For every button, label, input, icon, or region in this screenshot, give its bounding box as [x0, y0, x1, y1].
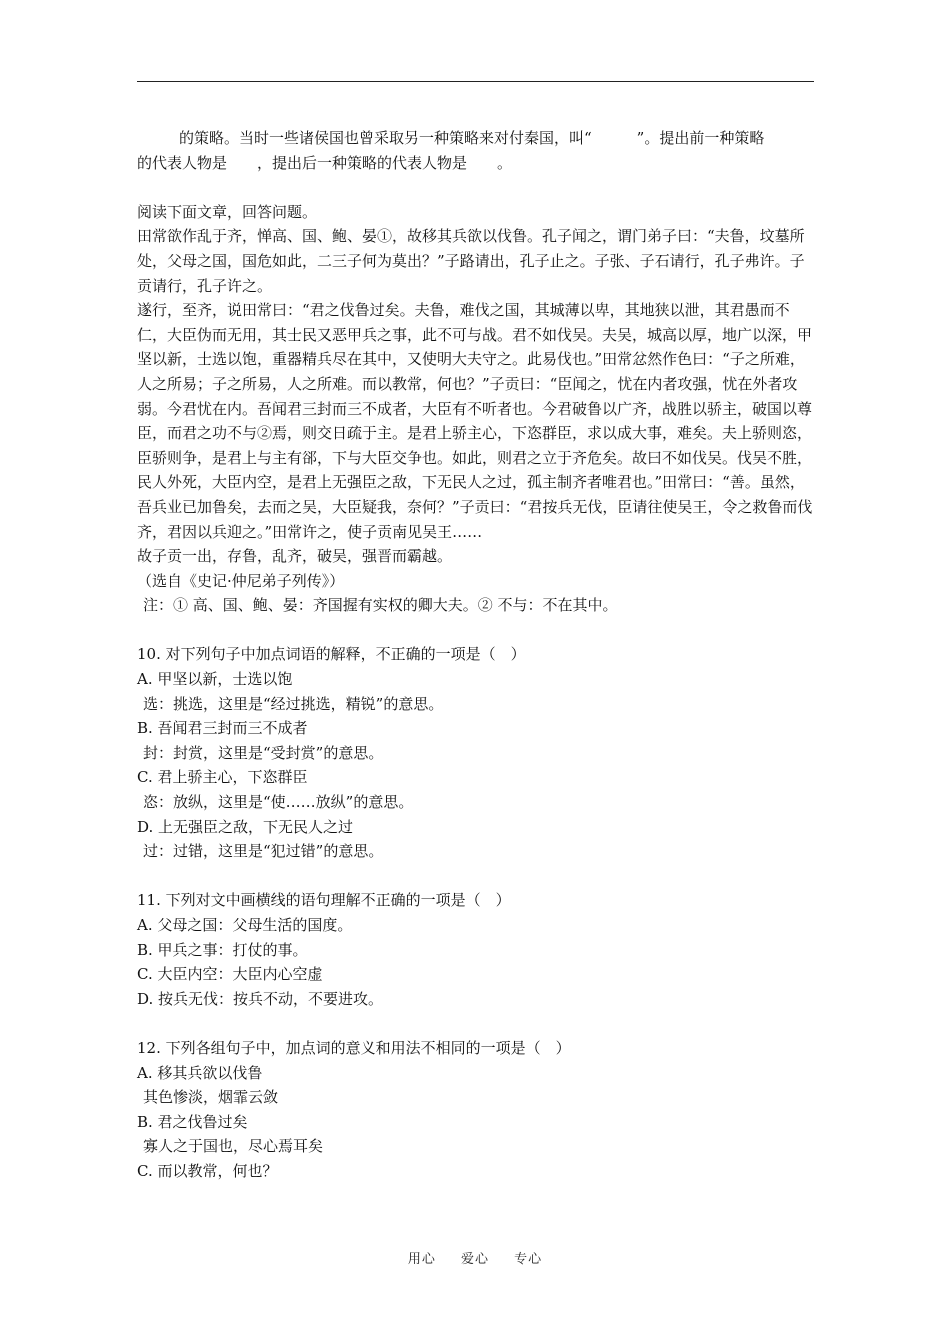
passage-instruction: 阅读下面文章，回答问题。: [137, 202, 318, 221]
q10-option-a: A. 甲坚以新，士选以饱: [137, 670, 293, 689]
q12-stem: 12. 下列各组句子中，加点词的意义和用法不相同的一项是（ ）: [137, 1038, 571, 1057]
q11-stem: 11. 下列对文中画横线的语句理解不正确的一项是（ ）: [137, 891, 511, 910]
header-rule: [137, 81, 814, 82]
q10-option-c: C. 君上骄主心，下恣群臣: [137, 768, 308, 787]
intro-line-2: 的代表人物是 ，提出后一种策略的代表人物是 。: [137, 153, 513, 172]
page-footer: [0, 1248, 950, 1267]
passage-paragraph-3: 故子贡一出，存鲁，乱齐，破吴，强晋而霸越。: [137, 547, 453, 566]
passage-note: 注：① 高、国、鲍、晏：齐国握有实权的卿大夫。② 不与：不在其中。: [143, 596, 618, 615]
footer-word-3: 专心: [514, 1252, 543, 1267]
document-body: [137, 126, 814, 1184]
q10-option-c-explanation: 恣：放纵，这里是“使……放纵”的意思。: [143, 793, 414, 812]
q10-option-b: B. 吾闻君三封而三不成者: [137, 719, 308, 738]
q10-option-a-explanation: 选：挑选，这里是“经过挑选，精锐”的意思。: [143, 694, 444, 713]
q10-stem: 10. 对下列句子中加点词语的解释，不正确的一项是（ ）: [137, 645, 526, 664]
q12-option-c: C. 而以教常，何也？: [137, 1161, 278, 1180]
q11-option-c: C. 大臣内空：大臣内心空虚: [137, 965, 323, 984]
q11-option-d: D. 按兵无伐：按兵不动，不要进攻。: [137, 989, 384, 1008]
q10-option-d-explanation: 过：过错，这里是“犯过错”的意思。: [143, 842, 384, 861]
q10-option-d: D. 上无强臣之敌，下无民人之过: [137, 817, 354, 836]
q11-option-a: A. 父母之国：父母生活的国度。: [137, 916, 353, 934]
q12-option-a-sentence-2: 其色惨淡，烟霏云敛: [143, 1088, 279, 1107]
intro-line-1: 的策略。当时一些诸侯国也曾采取另一种策略来对付秦国，叫“ ”。提出前一种策略: [179, 129, 765, 147]
passage-source: （选自《史记·仲尼弟子列传》）: [137, 571, 345, 590]
q12-option-b: B. 君之伐鲁过矣: [137, 1112, 248, 1131]
q10-option-b-explanation: 封：封赏，这里是“受封赏”的意思。: [143, 743, 384, 762]
passage-paragraph-1: 田常欲作乱于齐，惮高、国、鲍、晏①，故移其兵欲以伐鲁。孔子闻之，谓门弟子曰：“夫鲁，坟墓所处，父母之国，国危如此，二三子何为莫出？”子路请出，孔子止之。子张、子石请行，孔子弗许。子贡请行，孔子许之。: [137, 227, 805, 295]
q12-option-a: A. 移其兵欲以伐鲁: [137, 1063, 263, 1082]
footer-word-2: 爱心: [460, 1252, 489, 1267]
q11-option-b: B. 甲兵之事：打仗的事。: [137, 940, 308, 959]
footer-word-1: 用心: [407, 1252, 436, 1267]
passage-paragraph-2: 遂行，至齐，说田常曰：“君之伐鲁过矣。夫鲁，难伐之国，其城薄以卑，其地狭以泄，其君愚而不仁，大臣伪而无用，其士民又恶甲兵之事，此不可与战。君不如伐吴。夫吴，城高以厚，地广以深，甲坚以新，士选以饱，重器精兵尽在其中，又使明大夫守之。此易伐也。”田常忿然作色曰：“子之所难，人之所易；子之所易，人之所难。而以教常，何也？”子贡曰：“臣闻之，忧在内者攻强，忧在外者攻弱。今君忧在内。吾闻君三封而三不成者，大臣有不听者也。今君破鲁以广齐，战胜以骄主，破国以尊臣，而君之功不与②焉，则交日疏于主。是君上骄主心，下恣群臣，求以成大事，难矣。夫上骄则恣，臣骄则争，是君上与主有郤，下与大臣交争也。如此，则君之立于齐危矣。故曰不如伐吴。伐吴不胜，民人外死，大臣内空，是君上无强臣之敌，下无民人之过，孤主制齐者唯君也。”田常曰：“善。虽然，吾兵业已加鲁矣，去而之吴，大臣疑我，奈何？”子贡曰：“君按兵无伐，臣请往使吴王，令之救鲁而伐齐，君因以兵迎之。”田常许之，使子贡南见吴王……: [137, 301, 813, 541]
q12-option-b-sentence-2: 寡人之于国也，尽心焉耳矣: [143, 1137, 324, 1156]
